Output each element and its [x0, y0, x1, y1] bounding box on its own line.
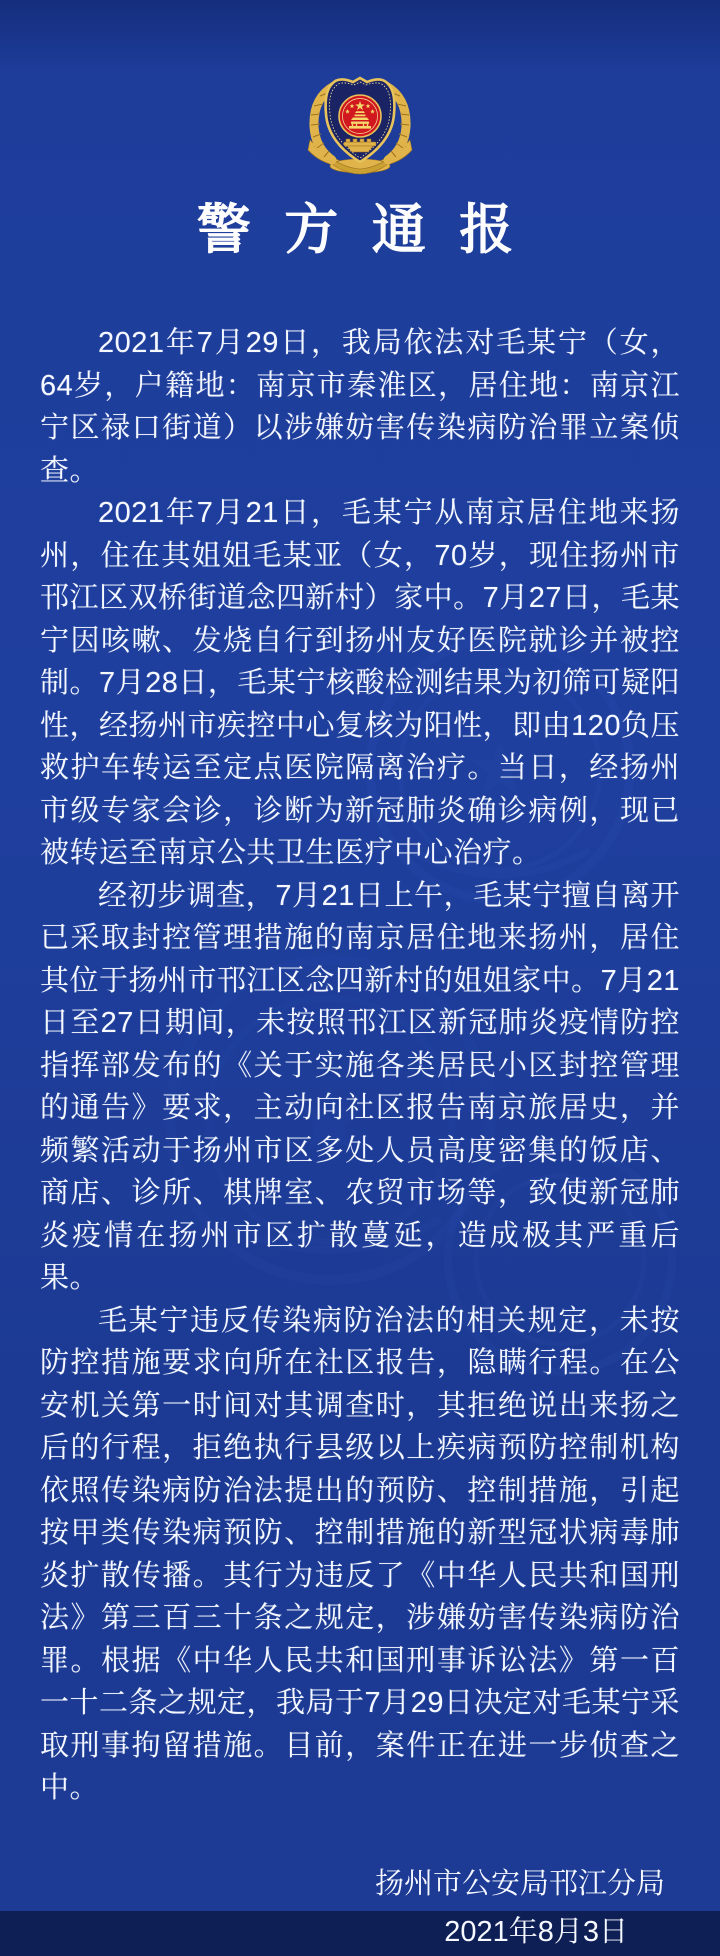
- notice-paragraph: 毛某宁违反传染病防治法的相关规定，未按防控措施要求向所在社区报告，隐瞒行程。在公安机关第一时间对其调查时，其拒绝说出来扬之后的行程，拒绝执行县级以上疾病预防控制机构依照传染病防治法提出的预防、控制措施，引起按甲类传染病预防、控制措施的新型冠状病毒肺炎扩散传播。其行为违反了《中华人民共和国刑法》第三百三十条之规定，涉嫌妨害传染病防治罪。根据《中华人民共和国刑事诉讼法》第一百一十二条之规定，我局于7月29日决定对毛某宁采取刑事拘留措施。目前，案件正在进一步侦查之中。: [40, 1304, 680, 1804]
- notice-paragraph: 2021年7月29日，我局依法对毛某宁（女，64岁，户籍地：南京市秦淮区，居住地：南京江宁区禄口街道）以涉嫌妨害传染病防治罪立案侦查。: [40, 327, 680, 487]
- signature-date: 2021年8月3日: [444, 1915, 628, 1948]
- notice-body: [40, 322, 680, 1810]
- notice-paragraph: 经初步调查，7月21日上午，毛某宁擅自离开已采取封控管理措施的南京居住地来扬州，居住其位于扬州市邗江区念四新村的姐姐家中。7月21日至27日期间，未按照邗江区新冠肺炎疫情防控指挥部发布的《关于实施各类居民小区封控管理的通告》要求，主动向社区报告南京旅居史，并频繁活动于扬州市区多处人员高度密集的饭店、商店、诊所、棋牌室、农贸市场等，致使新冠肺炎疫情在扬州市区扩散蔓延，造成极其严重后果。: [40, 879, 680, 1294]
- notice-title: 警 方 通 报: [196, 200, 524, 260]
- signature-block: [0, 1860, 720, 1956]
- notice-paragraph: 2021年7月21日，毛某宁从南京居住地来扬州，住在其姐姐毛某亚（女，70岁，现住扬州市邗江区双桥街道念四新村）家中。7月27日，毛某宁因咳嗽、发烧自行到扬州友好医院就诊并被控制。7月28日，毛某宁核酸检测结果为初筛可疑阳性，经扬州市疾控中心复核为阳性，即由120负压救护车转运至定点医院隔离治疗。当日，经扬州市级专家会诊，诊断为新冠肺炎确诊病例，现已被转运至南京公共卫生医疗中心治疗。: [40, 497, 680, 869]
- signature-issuer: 扬州市公安局邗江分局: [374, 1867, 665, 1900]
- police-badge-icon: [306, 72, 414, 176]
- badge-area: [0, 0, 720, 176]
